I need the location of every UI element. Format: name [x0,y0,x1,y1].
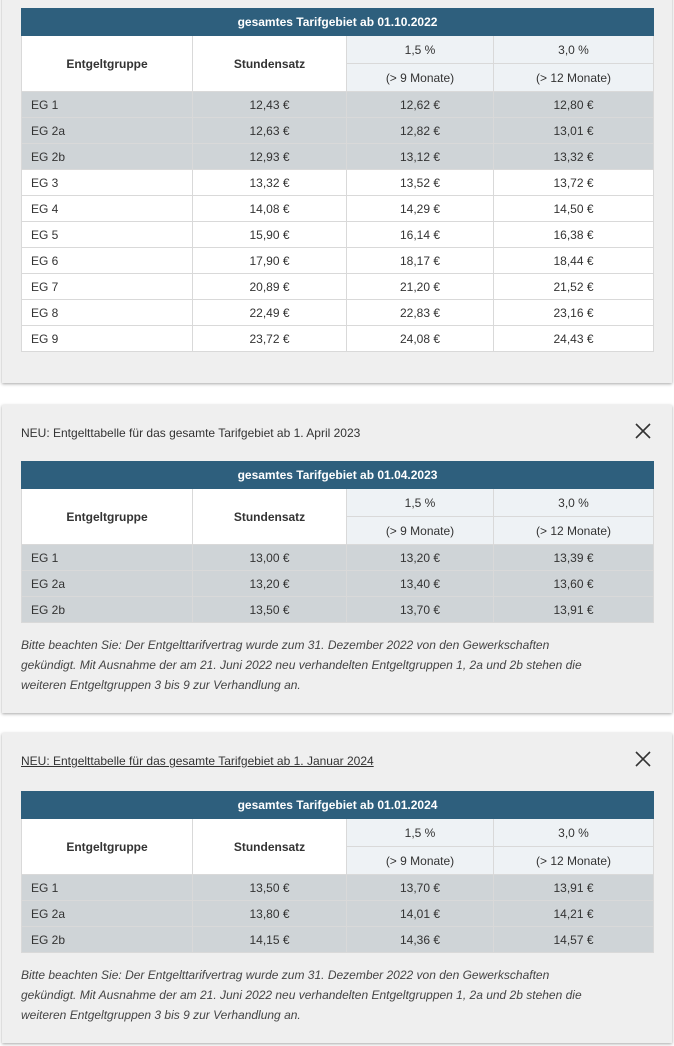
column-subheader-pct2: (> 12 Monate) [494,847,654,875]
close-icon[interactable] [634,750,652,768]
table-title: gesamtes Tarifgebiet ab 01.10.2022 [22,9,654,36]
cell-pct1: 24,08 € [347,326,494,352]
cell-group: EG 6 [22,248,193,274]
table-row [22,248,654,274]
column-header-rate: Stundensatz [193,489,347,545]
table-row [22,300,654,326]
cell-pct2: 13,39 € [494,545,654,571]
cell-rate: 22,49 € [193,300,347,326]
cell-pct1: 21,20 € [347,274,494,300]
cell-pct2: 18,44 € [494,248,654,274]
cell-pct1: 12,62 € [347,92,494,118]
column-header-rate: Stundensatz [193,36,347,92]
table-row [22,274,654,300]
cell-rate: 13,00 € [193,545,347,571]
cell-group: EG 2a [22,571,193,597]
cell-rate: 23,72 € [193,326,347,352]
cell-rate: 13,32 € [193,170,347,196]
table-row [22,901,654,927]
cell-pct1: 13,70 € [347,597,494,623]
cell-pct2: 14,57 € [494,927,654,953]
table-row [22,170,654,196]
cell-group: EG 2b [22,927,193,953]
table-title: gesamtes Tarifgebiet ab 01.01.2024 [22,792,654,819]
cell-pct1: 12,82 € [347,118,494,144]
column-header-pct2: 3,0 % [494,36,654,64]
cell-rate: 15,90 € [193,222,347,248]
column-header-pct2: 3,0 % [494,819,654,847]
cell-pct2: 13,60 € [494,571,654,597]
cell-pct1: 14,29 € [347,196,494,222]
note-line: gekündigt. Mit Ausnahme der am 21. Juni 2022 neu verhandelten Entgeltgruppen 1, 2a und 2b stehen die [21,988,582,1002]
note-line: weiteren Entgeltgruppen 3 bis 9 zur Verhandlung an. [21,678,301,692]
note-line: weiteren Entgeltgruppen 3 bis 9 zur Verhandlung an. [21,1008,301,1022]
cell-group: EG 7 [22,274,193,300]
cell-group: EG 2b [22,597,193,623]
cell-pct2: 24,43 € [494,326,654,352]
cell-pct2: 13,72 € [494,170,654,196]
cell-group: EG 5 [22,222,193,248]
column-header-group: Entgeltgruppe [22,489,193,545]
cell-rate: 12,93 € [193,144,347,170]
cell-group: EG 2a [22,901,193,927]
table-row [22,222,654,248]
table-row [22,545,654,571]
cell-pct1: 18,17 € [347,248,494,274]
cell-pct2: 13,32 € [494,144,654,170]
column-header-group: Entgeltgruppe [22,819,193,875]
table-row [22,326,654,352]
table-title: gesamtes Tarifgebiet ab 01.04.2023 [22,462,654,489]
table-row [22,118,654,144]
close-icon[interactable] [634,422,652,440]
cell-pct1: 13,20 € [347,545,494,571]
note-line: Bitte beachten Sie: Der Entgelttarifvertrag wurde zum 31. Dezember 2022 von den Gewerkschaften [21,638,550,652]
column-header-pct2: 3,0 % [494,489,654,517]
column-header-group: Entgeltgruppe [22,36,193,92]
cell-pct1: 14,36 € [347,927,494,953]
cell-group: EG 4 [22,196,193,222]
note-line: Bitte beachten Sie: Der Entgelttarifvertrag wurde zum 31. Dezember 2022 von den Gewerkschaften [21,968,550,982]
column-header-rate: Stundensatz [193,819,347,875]
cell-rate: 17,90 € [193,248,347,274]
cell-pct1: 22,83 € [347,300,494,326]
column-subheader-pct2: (> 12 Monate) [494,64,654,92]
cell-rate: 13,80 € [193,901,347,927]
note-line: gekündigt. Mit Ausnahme der am 21. Juni 2022 neu verhandelten Entgeltgruppen 1, 2a und 2b stehen die [21,658,582,672]
table-row [22,571,654,597]
cell-group: EG 8 [22,300,193,326]
table-row [22,927,654,953]
cell-pct1: 13,70 € [347,875,494,901]
cell-rate: 13,50 € [193,875,347,901]
column-subheader-pct1: (> 9 Monate) [347,64,494,92]
cell-pct1: 14,01 € [347,901,494,927]
cell-pct2: 13,01 € [494,118,654,144]
tariff-note [21,965,631,1025]
cell-pct1: 16,14 € [347,222,494,248]
tariff-panel-april-2023 [2,405,672,713]
table-row [22,196,654,222]
table-row [22,597,654,623]
column-subheader-pct2: (> 12 Monate) [494,517,654,545]
cell-pct2: 14,21 € [494,901,654,927]
cell-group: EG 1 [22,545,193,571]
cell-pct2: 23,16 € [494,300,654,326]
cell-group: EG 2b [22,144,193,170]
cell-pct2: 13,91 € [494,597,654,623]
column-subheader-pct1: (> 9 Monate) [347,847,494,875]
tariff-panel-2022 [2,0,672,383]
table-row [22,875,654,901]
tariff-note [21,635,631,695]
cell-pct1: 13,52 € [347,170,494,196]
cell-pct2: 14,50 € [494,196,654,222]
cell-group: EG 9 [22,326,193,352]
cell-pct1: 13,12 € [347,144,494,170]
cell-rate: 13,50 € [193,597,347,623]
cell-rate: 14,15 € [193,927,347,953]
cell-rate: 14,08 € [193,196,347,222]
cell-pct2: 12,80 € [494,92,654,118]
column-header-pct1: 1,5 % [347,489,494,517]
cell-pct1: 13,40 € [347,571,494,597]
cell-rate: 12,63 € [193,118,347,144]
cell-rate: 12,43 € [193,92,347,118]
column-subheader-pct1: (> 9 Monate) [347,517,494,545]
table-row [22,144,654,170]
cell-group: EG 1 [22,92,193,118]
panel-notice-title: NEU: Entgelttabelle für das gesamte Tarifgebiet ab 1. April 2023 [21,426,361,440]
cell-rate: 13,20 € [193,571,347,597]
cell-pct2: 13,91 € [494,875,654,901]
cell-group: EG 2a [22,118,193,144]
tariff-table [21,791,654,953]
column-header-pct1: 1,5 % [347,819,494,847]
table-row [22,92,654,118]
cell-group: EG 1 [22,875,193,901]
cell-rate: 20,89 € [193,274,347,300]
tariff-table [21,461,654,623]
cell-pct2: 21,52 € [494,274,654,300]
tariff-table [21,8,654,352]
cell-pct2: 16,38 € [494,222,654,248]
cell-group: EG 3 [22,170,193,196]
panel-notice-title[interactable]: NEU: Entgelttabelle für das gesamte Tarifgebiet ab 1. Januar 2024 [21,754,374,768]
tariff-panel-january-2024 [2,733,672,1043]
column-header-pct1: 1,5 % [347,36,494,64]
